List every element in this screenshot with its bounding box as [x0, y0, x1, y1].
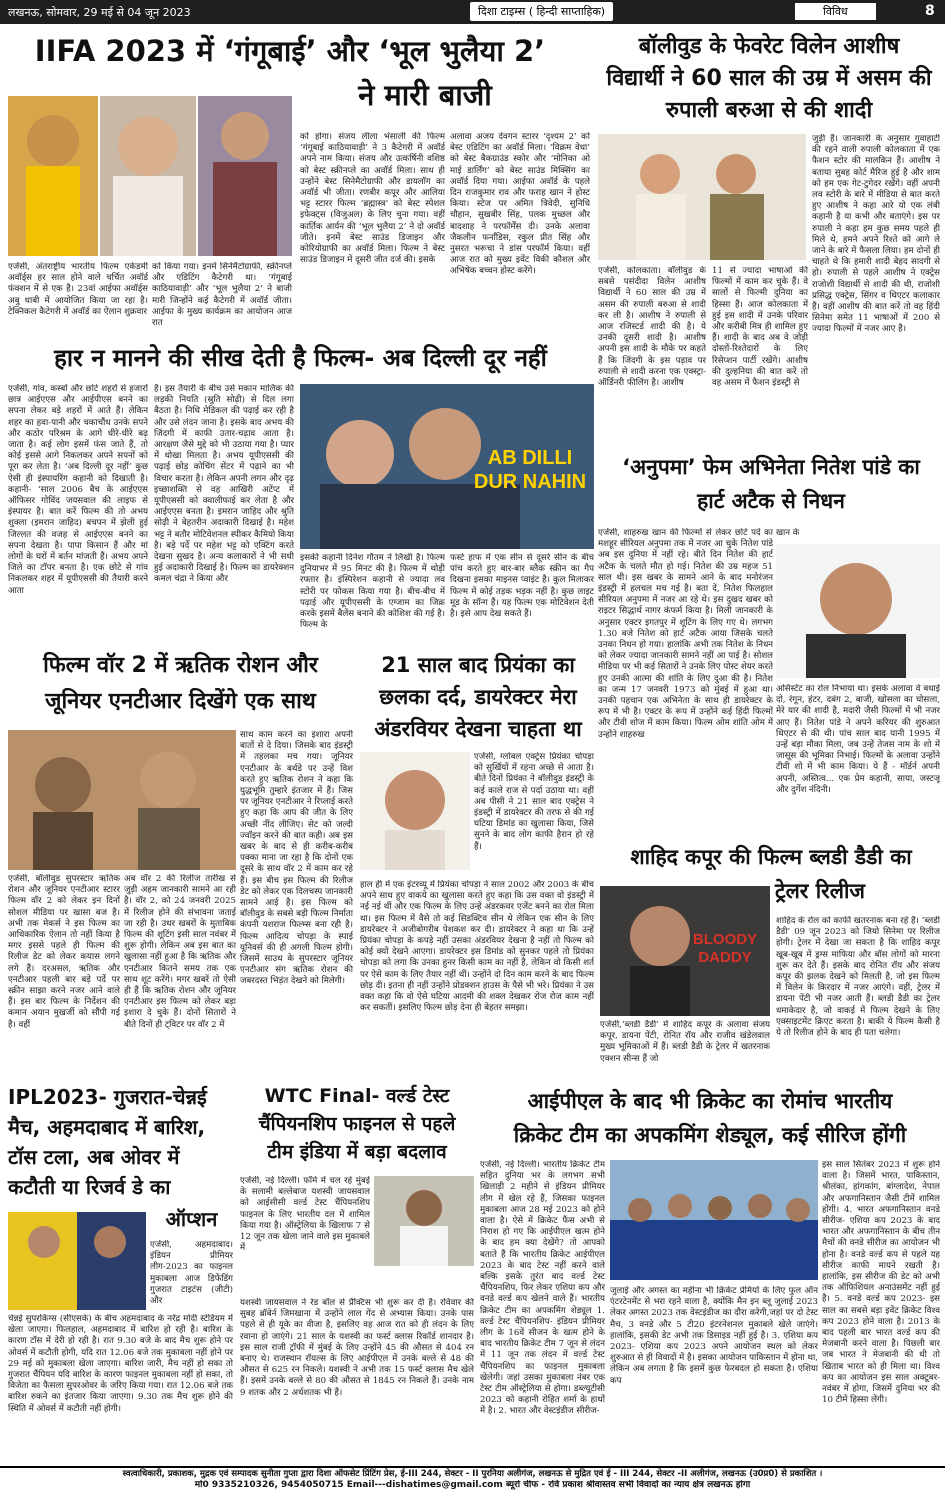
wtc-col-2: यशस्वी जायसवाल ने रेड बॉल से प्रैक्टिस भी शुरू कर दी है। रविवार की सुबह ब्रॉबेर्न जिमखाना में उन्होंने लाल गेंद से अभ्यास किया। उनके पास पहले से ही यूके का वीजा है, इसलिए वह आज रात को ही लंदन के लिए रवाना हो जाएंगे। 21 साल के यशस्वी का फर्स्ट क्लास रिकॉर्ड शानदार है। इस साल राजी ट्रॉफी में मुंबई के लिए उन्होंने 45 की औसत से 404 रन बनाए थे। राजस्थान रॉयल्स के लिए आईपीएल में उनके बल्ले से 48 की औसत से 625 रन निकले। यशस्वी ने अभी तक 15 फर्स्ट क्लास मैच खेले हैं। इसमें उनके बल्ले से 80 की औसत से 1845 रन निकले हैं। उनके नाम 9 शतक और 2 अर्धशतक भी हैं।	[240, 1298, 474, 1398]
ashish-col-1: एजेंसी, कोलकाता। बॉलीवुड के सबसे पसंदीदा विलेन आशीष विद्यार्थी ने 60 साल की उम्र में असम की रुपाली बरुआ से शादी कर ली है। आशीष ने रुपाली से आज रजिस्टर्ड शादी की है। ये उनकी दूसरी शादी है। आशीष अपनी इस शादी के मौके पर कहते हैं कि जिंदगी के इस पड़ाव पर रुपाली से शादी करना एक एक्स्ट्रा-ऑर्डिनरी फीलिंग है। आशीष	[598, 266, 706, 389]
war2-photo-shape	[8, 730, 236, 870]
priyanka-photo	[360, 752, 470, 870]
abdilli-col-3: इसकी कहानी दिनेश गौतम ने लिखी है। फिल्म दुनियाभर में 95 मिनट की है। फिल्म में थोड़ी रफ्तार है। इंस्पिरेशन कहानी से ज्यादा लव स्टोरी पर फोकस किया गया है। बीच-बीच में पढ़ाई और यूपीएससी के एग्जाम का जिक्र करके इसमें बैलेंस बनाने की कोशिश की गई है। फिल्म के	[300, 553, 445, 631]
cricket-headline-2: क्रिकेट टीम का अपकमिंग शेड्यूल, कई सीरिज होंगी	[513, 1123, 907, 1147]
ashish-headline-1: बॉलीवुड के फेवरेट विलेन आशीष	[638, 34, 900, 59]
iifa-col-2: को किया गया। इनमें सिनेमैटोग्राफी, स्क्रीनप्ले और एडिटिंग कैटेगरी था। ‘गंगूबाई काठियावाड़ी’ और ‘भूल भुलैया 2’ ने बाजी मारी जिन्होंने कई कैटेगरी में अवॉर्ड जीता। आईफा के मुख्य कार्यक्रम का आयोजन आज रात	[152, 262, 292, 329]
imprint-line-1: स्वत्वाधिकारी, प्रकाशक, मुद्रक एवं सम्पादक सुनीता गुप्ता द्वारा दिशा ऑफसेट प्रिंटिंग प्रेस, ई-III 244, सेक्टर - II पुरनिया अलीगंज, लखनऊ से मुद्रित एवं ई - III 244, सेक्टर -II अलीगंज, लखनऊ (उ0प्र0) से प्रकाशित ।	[122, 1469, 823, 1479]
abdilli-col-2: है। इस तैयारी के बीच उसे मकान मालिक की लड़की नियति (स्रुति सोढ़ी) से दिल लगा बैठता है। निधि मेडिकल की पढ़ाई कर रही है और उसे लंदन जाना है। इसके बाद अभय की जिंदगी में काफी उतार-चढ़ाव आता है। आरक्षण जैसे मुद्दे को भी उठाया गया है। प्यार में धोखा मिलता है। अभय यूपीएससी की पढ़ाई छोड़ कोचिंग सेंटर में पढ़ाने का भी विचार करता है। लेकिन अपनी लगन और दृढ़ इच्छाशक्ति से वह आखिरी अटेंप्ट में यूपीएससी को क्वालीफाई कर लेता है और आईएएस बनता है। इमरान जाहिद और श्रुति सोढ़ी ने बेहतरीन अदाकारी दिखाई है। महेश भट्ट ने बतौर मोटिवेशनल स्पीकर कैमियो किया है। बड़े पर्दे पर महेश भट्ट को एक्टिंग करते देखना सुखद है। अन्य कलाकारों ने भी सधी हुई अदाकारी दिखाई है। फिल्म का डायरेक्शन कमल चंद्रा ने किया और	[154, 384, 294, 585]
wtc-col-1: एजेंसी, नई दिल्ली। फॉर्म में चल रहे मुंबई के सलामी बल्लेबाज यशस्वी जायसवाल को आईसीसी वर्ल्ड टेस्ट चैंपियनशिप फाइनल के लिए भारतीय दल में शामिल किया गया है। ऑस्ट्रेलिया के खिलाफ 7 से 12 जून तक खेला जाने वाले इस मुकाबले में	[240, 1176, 370, 1254]
iifa-headline-2: ने मारी बाजी	[358, 78, 492, 112]
ashish-headline-2: विद्यार्थी ने 60 साल की उम्र में असम की	[606, 66, 932, 91]
section-name: विविध	[795, 3, 876, 20]
nitesh-headline-1: ‘अनुपमा’ फेम अभिनेता नितेश पांडे का	[622, 455, 920, 479]
war2-photo	[8, 730, 236, 870]
wtc-headline-1: WTC Final- वर्ल्ड टेस्ट	[264, 1085, 450, 1107]
iifa-photo-collage	[8, 96, 292, 256]
abdilli-poster	[300, 384, 594, 549]
wtc-headline-2: चैंपियनशिप फाइनल से पहले	[258, 1113, 456, 1135]
cricket-col-1: एजेंसी, नई दिल्ली। भारतीय क्रिकेट टीम सहित दुनिया भर के लगभग सभी खिलाड़ी 2 महीने से इंडियन प्रीमियर लीग में खेल रहे हैं, जिसका फाइनल मुकाबला आज 28 मई 2023 को होने वाला है। ऐसे में क्रिकेट फैंस अभी से निराश हो गए कि आईपीएल खत्म होने के बाद हम क्या देखेंगे? तो आपको बताते हैं कि भारतीय क्रिकेट आईपीएल 2023 के बाद टेस्ट नहीं करने वाले बल्कि इसके तुरंत बाद वर्ल्ड टेस्ट चैंपियनशिप, फिर लेकर एशिया कप और वनडे वर्ल्ड कप खेलने वाले हैं। भारतीय क्रिकेट टीम का अपकमिंग शेड्यूल 1. वर्ल्ड टेस्ट चैंपियनशिप- इंडियन प्रीमियर लीग के 16वें सीजन के खत्म होने के बाद भारतीय क्रिकेट टीम 7 जून से लंदन में 11 जून तक लंदन में वर्ल्ड टेस्ट चैंपियनशिप का फाइनल मुकाबला खेलेगी। जहां उसका मुकाबला नंबर एक टेस्ट टीम ऑस्ट्रेलिया से होगा। डब्ल्यूटीसी 2023 को कहानी रोहित शर्मा के हाथों में है। 2. भारत और वेस्टइंडीज सीरीज-	[480, 1160, 605, 1417]
imprint-line-2: मो0 9335210326, 9454050715 Email---dishatimes@gmail.com ब्यूरो चीफ - रवि प्रकाश श्रीवास्तव सभी विवादों का न्याय क्षेत्र लखनऊ होगा	[194, 1480, 751, 1490]
iifa-col-4: अलावा अजय देवगन स्टारर ‘दृश्यम 2’ को बेस्ट एडिटिंग का अवॉर्ड मिला। ‘विक्रम वेधा’ को बेस्ट बैकग्राउंड स्कोर और ‘मोनिका ओ माई डार्लिंग’ को बेस्ट साउंड मिक्सिंग का अवॉर्ड दिया गया। आईफा अवॉर्ड के पहले दिन राजकुमार राव और फराह खान ने होस्ट किया। स्टेज पर अमित त्रिवेदी, सुनिधि चौहान, सुखबीर सिंह, पलक मुच्छल और बादशाह ने परफॉर्मेंस दी। उनके अलावा जैकलीन फर्नांडिस, रकुल प्रीत सिंह और नुसरत भरूचा ने डांस परफॉर्म किया। वहीं आज रात को मुख्य इवेंट विकी कौशल और अभिषेक बच्चन होस्ट करेंगे।	[450, 132, 590, 277]
cricket-col-2: जुलाई और अगस्त का महीना भी क्रिकेट प्रेमियों के लिए फुल ऑन एंटरटेनमेंट से भरा रहने वाला है, क्योंकि मैन इन ब्लू जुलाई 2023 लेकर अगस्त 2023 तक वेस्टइंडीज का दौरा करेगी,जहां पर दो टेस्ट मैच, 3 वनडे और 5 टी20 इंटरनेशनल मुकाबले खेले जाएंगे। हालांकि, इसकी डेट अभी तक डिसाइड नहीं हुई है। 3. एशिया कप 2023- एशिया कप 2023 अपने आयोजन स्थल को लेकर शुरुआत से ही विवादों में है। इसका आयोजन पाकिस्तान में होना था, लेकिन अब लगता है कि इसमें कुछ फेरबदल हो सकता है। एशिया कप	[610, 1286, 818, 1386]
iifa-headline-1: IIFA 2023 में ‘गंगूबाई’ और ‘भूल भुलैया 2’	[34, 34, 546, 68]
wtc-photo	[374, 1176, 474, 1266]
bloody-daddy-poster	[600, 886, 770, 1016]
war2-headline-1: फिल्म वॉर 2 में ऋतिक रोशन और	[43, 653, 318, 678]
ipl-headline-1: IPL2023- गुजरात-चेन्नई	[8, 1085, 207, 1109]
wtc-headline-3: टीम इंडिया में बड़ा बदलाव	[267, 1141, 447, 1163]
bloody-col-2: शाहिद के रोल को काफी खतरनाक बना रहे हैं। ‘ब्लडी डैडी’ 09 जून 2023 को जियो सिनेमा पर रिलीज होगी। ट्रेलर में देखा जा सकता है कि शाहिद कपूर खूब-खूब में ड्रग्स माफिया और बॉस लोगों को मारना शुरू कर देते हैं। इसके बाद रोनित रॉय और संजय कपूर की झलक देखने को मिलती है, जो इस फिल्म में विलेन के किरदार में नजर आएंगे। वहीं, ट्रेलर में डायना पेंटी भी नजर आती हैं। ब्लडी डैडी का ट्रेलर धमाकेदार है, जो वाकई में फिल्म देखने के लिए एक्साइटमेंट क्रिएट करता है। बाकी ये फिल्म कैसी है ये तो रिलीज होने के बाद ही पता चलेगा।	[776, 916, 940, 1039]
bloody-poster-title-2: DADDY	[698, 949, 752, 966]
iifa-photo	[8, 96, 292, 256]
nitesh-photo	[776, 544, 940, 678]
iifa-col-1: एजेंसी, अंतराष्ट्रीय भारतीय फिल्म एकेडमी अवॉर्ड्स हर साल होने वाले चर्चित अवॉर्ड फंक्शन में से एक है। 23वां आईफा अवॉर्ड्स अबु धाबी में आयोजित किया जा रहा है। टेक्निकल कैटेगरी में अवॉर्ड का ऐलान शुक्रवार	[8, 262, 148, 317]
war2-col-3: साथ काम करने का इशारा अपनी बातों से दे दिया। जिसके बाद इंडस्ट्री में तहलका मच गया। जूनियर एनटीआर के बर्थडे पर उन्हें विश करते हुए ऋतिक रोशन ने कहा कि युद्धभूमि तुम्हारे इंतजार में हैं। जिस पर जूनियर एनटीआर ने रिप्लाई करते हुए कहा कि आप की जीत के लिए अच्छी नींद लीजिए। सेट को जल्दी ज्वॉइन करने की बात कही। अब इस खबर के बाद से ही करीब-करीब पक्का माना जा रहा है कि दोनों एक दूसरे के साथ वॉर 2 में काम कर रहे हैं। इस बीच इस फिल्म की रिलीज डेट को लेकर एक दिलचस्प जानकारी सामने आई है। इस फिल्म को बॉलीवुड के सबसे बड़ी फिल्म निर्माता कंपनी यशराज फिल्म्स बना रही है। फिल्म आदित्य चोपड़ा के स्पाई यूनिवर्स की ही अगली फिल्म होगी। जिसमें साउथ के सुपरस्टार जूनियर एनटीआर संग ऋतिक रोशन की जबरदस्त भिड़ंत देखने को मिलेगी।	[240, 730, 353, 987]
cricket-headline-1: आईपीएल के बाद भी क्रिकेट का रोमांच भारतीय	[527, 1089, 893, 1113]
ipl-headline-4: कटौती या रिजर्व डे का	[8, 1175, 171, 1199]
nitesh-col-1: एजेंसी, शाहरुख खान की फिल्मों से लेकर छोटे पर्दे का मशहूर सीरियल अनुपमा तक में नजर आ चुके नितेश पांडे अब इस दुनिया में नहीं रहे। बीते दिन नितेश की हार्ट अटैक के चलते मौत हो गई। नितेश की उम्र महज 51 साल थी। इस खबर के सामने आने के बाद मनोरंजन इंडस्ट्री में हलचल मच गई है। बता दें, नितेश फिलहाल सीरियल अनुपमा में नजर आ रहे थे। इस दुखद खबर को राइटर सिद्धार्थ नागर कंफर्म किया है। मिली जानकारी के अनुसार एक्टर इगतपुर में शूटिंग के लिए गए थे। लगभग 1.30 बजे नितेश को हार्ट अटैक आया जिसके चलते उनका निधन हो गया। हालांकि अभी तक नितेश के निधन को लेकर ज्यादा जानकारी सामने नहीं आ पाई है। सोशल मीडिया पर भी कई सितारों ने उनके लिए पोस्ट शेयर करते हुए उनकी आत्मा की शांति के लिए दुआ की है। नितेश का जन्म 17 जनवरी 1973 को मुंबई में हुआ था। उनकी पहचान एक अभिनेता के साथ ही डायरेक्टर के रूप में भी है। एक्टर के रूप में उन्होंने कई हिंदी फिल्मों और टीवी शोज में काम किया। फिल्म ओम शांति ओम में उन्होंने शाहरुख	[598, 528, 773, 740]
ashish-photo-shape	[598, 134, 806, 260]
ipl-headline-5: ऑप्शन	[165, 1207, 218, 1231]
bloody-poster-title-1: BLOODY	[692, 931, 758, 948]
war2-headline-2: जूनियर एनटीआर दिखेंगे एक साथ	[45, 689, 316, 714]
abdilli-poster-title-2: DUR NAHIN	[473, 471, 587, 493]
ipl-col-2: चेन्नई सुपरकिंग्स (सीएसके) के बीच अहमदाबाद के नरेंद्र मोदी स्टेडियम में खेला जाएगा। फिलहाल, अहमदाबाद में बारिश हो रही है। बारिश के कारण टॉस में देरी हो रही है। रात 9.30 बजे के बाद मैच शुरू होने पर ओवर्स में कटौती होगी, यदि रात 12.06 बजे तक मुकाबला नहीं होने पर 29 मई को मुकाबला खेला जाएगा। बारिश जारी, मैच नहीं हो सका तो गुजरात चैंपियन यदि बारिश के कारण फाइनल मुकाबला नहीं हो सका, तो विजेता का फैसला सुपरओवर के जरिए किया गया। रात 12.06 बजे तक बारिश रुकने का इंतजार किया जाएगा। 9.30 तक मैच शुरू होने की स्थिति में ओवर्स में कटौती नहीं होगी।	[8, 1314, 233, 1414]
abdilli-poster-title-1: AB DILLI	[487, 447, 573, 469]
ashish-col-2: 11 से ज्यादा भाषाओं की फिल्मों में काम कर चुके हैं। वे सालों से फिल्मी दुनिया का हिस्सा हैं। आज कोलकाता में हुई इस शादी में उनके परिवार और करीबी मित्र ही शामिल हुए हैं। शादी के बाद अब वे जोड़ी दोस्तों-रिश्तेदारों के लिए रिसेप्शन पार्टी रखेंगे। आशीष की दुल्हनिया की बात करें तो वह असम में फैशन इंडस्ट्री से	[712, 266, 808, 389]
war2-col-1: एजेंसी, बॉलीवुड सुपरस्टार ऋतिक रोशन और जूनियर एनटीआर स्टारर फिल्म वॉर 2 को लेकर इन दिनों सोशल मीडिया पर खासा बज है। अभी तक मेकर्स ने इस फिल्म का आधिकारिक ऐलान तो नहीं किया है मगर इससे पहले ही फिल्म की रिलीज डेट को लेकर कयास लगने लगे हैं। दरअसल, ऋतिक और एनटीआर पहली बार बड़े पर्दे पर स्क्रीन साझा करने नजर आने वाले हैं। इस बार फिल्म के निर्देशन की कमान अयान मुखर्जी को सौंपी गई है। वहीं	[8, 874, 120, 1030]
cricket-team-photo	[610, 1160, 818, 1280]
cricket-col-3: इस साल सितंबर 2023 में शुरू होने वाला है। जिसमें भारत, पाकिस्तान, श्रीलंका, हांगकांग, बांग्लादेश, नेपाल और अफगानिस्तान जैसी टीमें शामिल होंगी। 4. भारत अफगानिस्तान वनडे सीरीज- एशिया कप 2023 के बाद भारत और अफगानिस्तान के बीच तीन मैचों की वनडे सीरीज का आयोजन भी होना है। वनडे वर्ल्ड कप से पहले यह सीरीज काफी मायने रखती है। हालांकि, इस सीरीज की डेट को अभी तक ऑफिशियल अनाउंसमेंट नहीं हुई है। 5. वनडे वर्ल्ड कप 2023- इस साल का सबसे बड़ा इवेंट क्रिकेट विश्व कप 2023 होने वाला है। 2013 के बाद पहली बार भारत वर्ल्ड कप की मेजबानी करने वाला है। पिछली बार जब भारत ने मेजबानी की थी तो खिताब भारत को ही मिला था। विश्व कप का आयोजन इस साल अक्टूबर-नवंबर में होगा, जिसमें दुनिया भर की 10 टीमें हिस्सा लेंगी।	[822, 1160, 940, 1406]
priyanka-col-1: एजेंसी, ग्लोबल एक्ट्रेस प्रियंका चोपड़ा को सुर्खियों में रहना अच्छे से आता है। बीते दिनों प्रियंका ने बॉलीवुड इंडस्ट्री के कई काले राज से पर्दा उठाया था। वहीं अब पीसी ने 21 साल बाद एक्ट्रेस ने इंडस्ट्री में डायरेक्टर की तरफ से की गई घटिया डिमांड का खुलासा किया, जिसे सुनने के बाद लोग काफी हैरान हो रहे हैं।	[474, 752, 594, 852]
nitesh-col-1-tail: खान के	[776, 528, 800, 538]
abdilli-col-4: फर्स्ट हाफ में एक सीन से दूसरे सीन के बीच पांच करते हुए बार-बार ब्लैक स्क्रीन का गैप दिखना इसका माइनस प्वाइंट है। कुल मिलाकर फिल्म में कोई तड़क भड़क नहीं है। कुछ लाइट मूड के सॉन्ग हैं। यह फिल्म एक मोटिवेशन देती है। इसे आप देख सकते हैं।	[450, 553, 594, 620]
priyanka-headline-1: 21 साल बाद प्रियंका का	[381, 653, 575, 677]
wtc-photo-shape	[374, 1176, 474, 1266]
imprint-footer	[0, 1466, 945, 1493]
priyanka-photo-shape	[360, 752, 470, 870]
nitesh-photo-shape	[776, 544, 940, 678]
bloody-headline-2: ट्रेलर रिलीज	[774, 879, 865, 903]
abdilli-headline: हार न मानने की सीख देती है फिल्म- अब दिल्ली दूर नहीं	[54, 344, 547, 372]
nitesh-col-2: असिस्टेंट का रोल निभाया था। इसके अलावा वे बधाई दो, रंगून, हंटर, दबंग 2, बाजी, खोसला का घोसला, मेरे यार की शादी है, मदारी जैसी फिल्मों में भी नजर आए हैं। नितेश पांडे ने अपने करियर की शुरुआत थिएटर से की थी। पांच साल बाद यानी 1995 में उन्हें बड़ा मौका मिला, जब उन्हें तेजस नाम के शो में जासूस की भूमिका निभाई। फिल्मों के अलावा उन्होंने टीवी शो में भी काम किया। ये हैं - मॉर्डर्न अपनी अपनी, अस्तित्व... एक प्रेम कहानी, साया, जस्टजू और दुर्गेश नंदिनी।	[776, 684, 940, 795]
paper-name: दिशा टाइम्स ( हिन्दी साप्ताहिक)	[470, 2, 613, 21]
priyanka-col-2: हाल ही में एक इंटरव्यू में प्रियंका चोपड़ा ने साल 2002 और 2003 के बीच अपने साथ हुए वाकये का खुलासा करते हुए कहा कि उस वक्त वो इंडस्ट्री में नई नई थीं और एक फिल्म के लिए उन्हें अंडरकवर एजेंट बनने का रोल मिला था। इस फिल्म में वैसे तो कई सिडक्टिव सीन थे लेकिन एक सीन के लिए डायरेक्टर ने अजीबोगरीब पेशकश कर दी। डायरेक्टर ने कहा था कि उन्हें प्रियंका चोपड़ा के कपड़े नहीं उसका अंडरवियर देखना है नहीं तो फिल्म को कोई क्यों देखने आएगा। डायरेक्टर इस डिमांड को सुनकर पहले तो प्रियंका चोपड़ा को लगा कि उनका हुनर किसी काम का नहीं है, लेकिन वो किसी शर्त पर ऐसे काम के लिए तैयार नहीं थीं। उन्होंने दो दिन काम करने के बाद फिल्म छोड़ दी। इतना ही नहीं उन्होंने प्रोडक्शन हाउस के पैसे भी भरे। प्रियंका ने उस वक्त कहा कि वो ऐसे घटिया आदमी की शक्ल देखकर रोज रोज काम नहीं कर सकतीं। इसलिए फिल्म छोड़ देना ही बेहतर समझा।	[360, 880, 594, 1014]
war2-col-2: अब वॉर 2 की रिलीज तारीख से जुड़ी अहम जानकारी सामने आ रही है। वॉर 2, को 24 जनवरी 2025 में रिलीज होने की संभावना जताई जा रही है। उधर खबरों के मुताबिक फिल्म की शूटिंग इसी साल नवंबर में शुरू होगी। लेकिन अब इस बात का खुलासा नहीं हुआ है कि ऋतिक और एनटीआर कितने समय तक एक साथ शूट करेंगे। मगर खबरें तो ऐसी ही हैं कि ऋतिक रोशन और जूनियर एनटीआर इस फिल्म को लेकर बड़ा इशारा दे चुके हैं। दोनों सितारों ने बीते दिनों ही ट्विटर पर वॉर 2 में	[124, 874, 236, 1030]
priyanka-headline-3: अंडरवियर देखना चाहता था	[374, 717, 582, 741]
page-number: 8	[925, 3, 935, 19]
ipl-headline-2: मैच, अहमदाबाद में बारिश,	[8, 1115, 206, 1139]
ipl-headline-3: टॉस टला, अब ओवर में	[8, 1145, 180, 1169]
nitesh-headline-2: हार्ट अटैक से निधन	[697, 489, 845, 513]
ashish-headline-3: रुपाली बरुआ से की शादी	[665, 98, 873, 123]
page-header-bar	[0, 0, 945, 24]
dateline: लखनऊ, सोमवार, 29 मई से 04 जून 2023	[8, 6, 191, 19]
ipl-col-1: एजेंसी, अहमदाबाद। इंडियन प्रीमियर लीग-2023 का फाइनल मुकाबला आज डिफेंडिंग गुजरात टाइटंस (जीटी) और	[150, 1240, 233, 1307]
bloody-headline-1: शाहिद कपूर की फिल्म ब्लडी डैडी का	[630, 845, 912, 869]
bloody-col-1: एजेंसी,‘ब्लडी डैडी’ में शाहिद कपूर के अलावा संजय कपूर, डायना पेंटी, रोनित रॉय और राजीव खंडेलवाल मुख्य भूमिकाओं में हैं। ब्लडी डैडी के ट्रेलर में खतरनाक एक्शन सीन्स हैं जो	[600, 1020, 770, 1064]
cricket-photo-shape	[610, 1160, 818, 1280]
ipl-photo	[8, 1212, 146, 1310]
abdilli-col-1: एजेंसी, गांव, कस्बों और छोटे शहरों से हजारों छात्र आईएएस और आईपीएस बनने का सपना लेकर बड़े शहरों में आते हैं। लेकिन शहर का हवा-पानी और चकाचौंध उनके सपने और कठोर परिश्रम के आगे धीरे-धीरे बढ़ जाता है। कई लोग इसमें फंस जाते हैं, तो कोई इससे आगे निकलकर अपने सपनों को पूरा कर लेता है। ‘अब दिल्ली दूर नहीं’ कुछ ऐसी ही इंस्पायरिंग कहानी को दिखाती है। कहानी- ‘साल 2006 बैच के आईएएस ऑफिसर गोविंद जयसवाल की लाइफ से इंस्पायर है। बात करें फिल्म की तो अभय शुक्ला (इमरान जाहिद) बचपन में झेली हुई जिल्लत की वजह से आईएएस बनने का सपना देखता है। पापा किसान हैं और मां लोगों के घरों में बर्तन मांजती हैं। अभय अपने जिले का टॉपर बनता है। एक छोटे से गांव निकलकर शहर में यूपीएससी की तैयारी करने आता	[8, 384, 148, 596]
ashish-col-3: जुड़ी हैं। जानकारी के अनुसार गुवाहाटी की रहने वाली रुपाली कोलकाता में एक फैशन स्टोर की मालकिन हैं। आशीष ने बताया सुबह कोर्ट मैरिज हुई है और शाम को हम एक गेट-टुगेदर रखेंगे। वहीं अपनी लव स्टोरी के बारे में मीडिया से बात करते हुए आशीष ने कहा आरे यो एक लंबी कहानी है या कभी और बताएंगे। इस पर रुपाली ने कहा हम कुछ समय पहले ही मिले थे, हमने अपने रिश्ते को आगे ले जाने के बारे में फैसला लिया। हम दोनों ही चाहते थे कि हमारी शादी बेहद सादगी से हो। रुपाली से पहले आशीष ने एक्ट्रेस राजोशी विद्यार्थी से शादी की थी, राजोशी प्रसिद्ध एक्ट्रेस, सिंगर व थिएटर कलाकार हैं। वहीं आशीष की बात करें तो वह हिंदी सिनेमा समेत 11 भाषाओं में 200 से ज्यादा फिल्मों में नजर आए है।	[812, 134, 940, 335]
iifa-col-3: को होगा। संजय लीला भंसाली की फिल्म ‘गंगूबाई काठियावाड़ी’ ने 3 कैटेगरी में अवॉर्ड अपने नाम किया। संजय और उत्कर्षिनी वशिष्ठ को बेस्ट स्क्रीनप्ले का अवॉर्ड मिला। साथ ही उन्होंने बेस्ट सिनेमैटोग्राफी और डायलॉग का अवॉर्ड भी जीता। रणबीर कपूर और आलिया भट्ट स्टारर फिल्म ‘ब्रह्मास्त्र’ को बेस्ट स्पेशल इफेक्ट्स (विजुअल) के लिए चुना गया। वहीं कार्तिक आर्यन की ‘भूल भुलैया 2’ ने दो अवॉर्ड जीते। इनमें बेस्ट साउंड डिजाइन और कोरियोग्राफी का अवॉर्ड मिला। फिल्म ने बेस्ट साउंड डिजाइन में दूसरी जीत दर्ज की। इसके	[300, 132, 445, 266]
ashish-wedding-photo	[598, 134, 806, 260]
ipl-photo-shape	[8, 1212, 146, 1310]
priyanka-headline-2: छलका दर्द, डायरेक्टर मेरा	[379, 685, 577, 709]
